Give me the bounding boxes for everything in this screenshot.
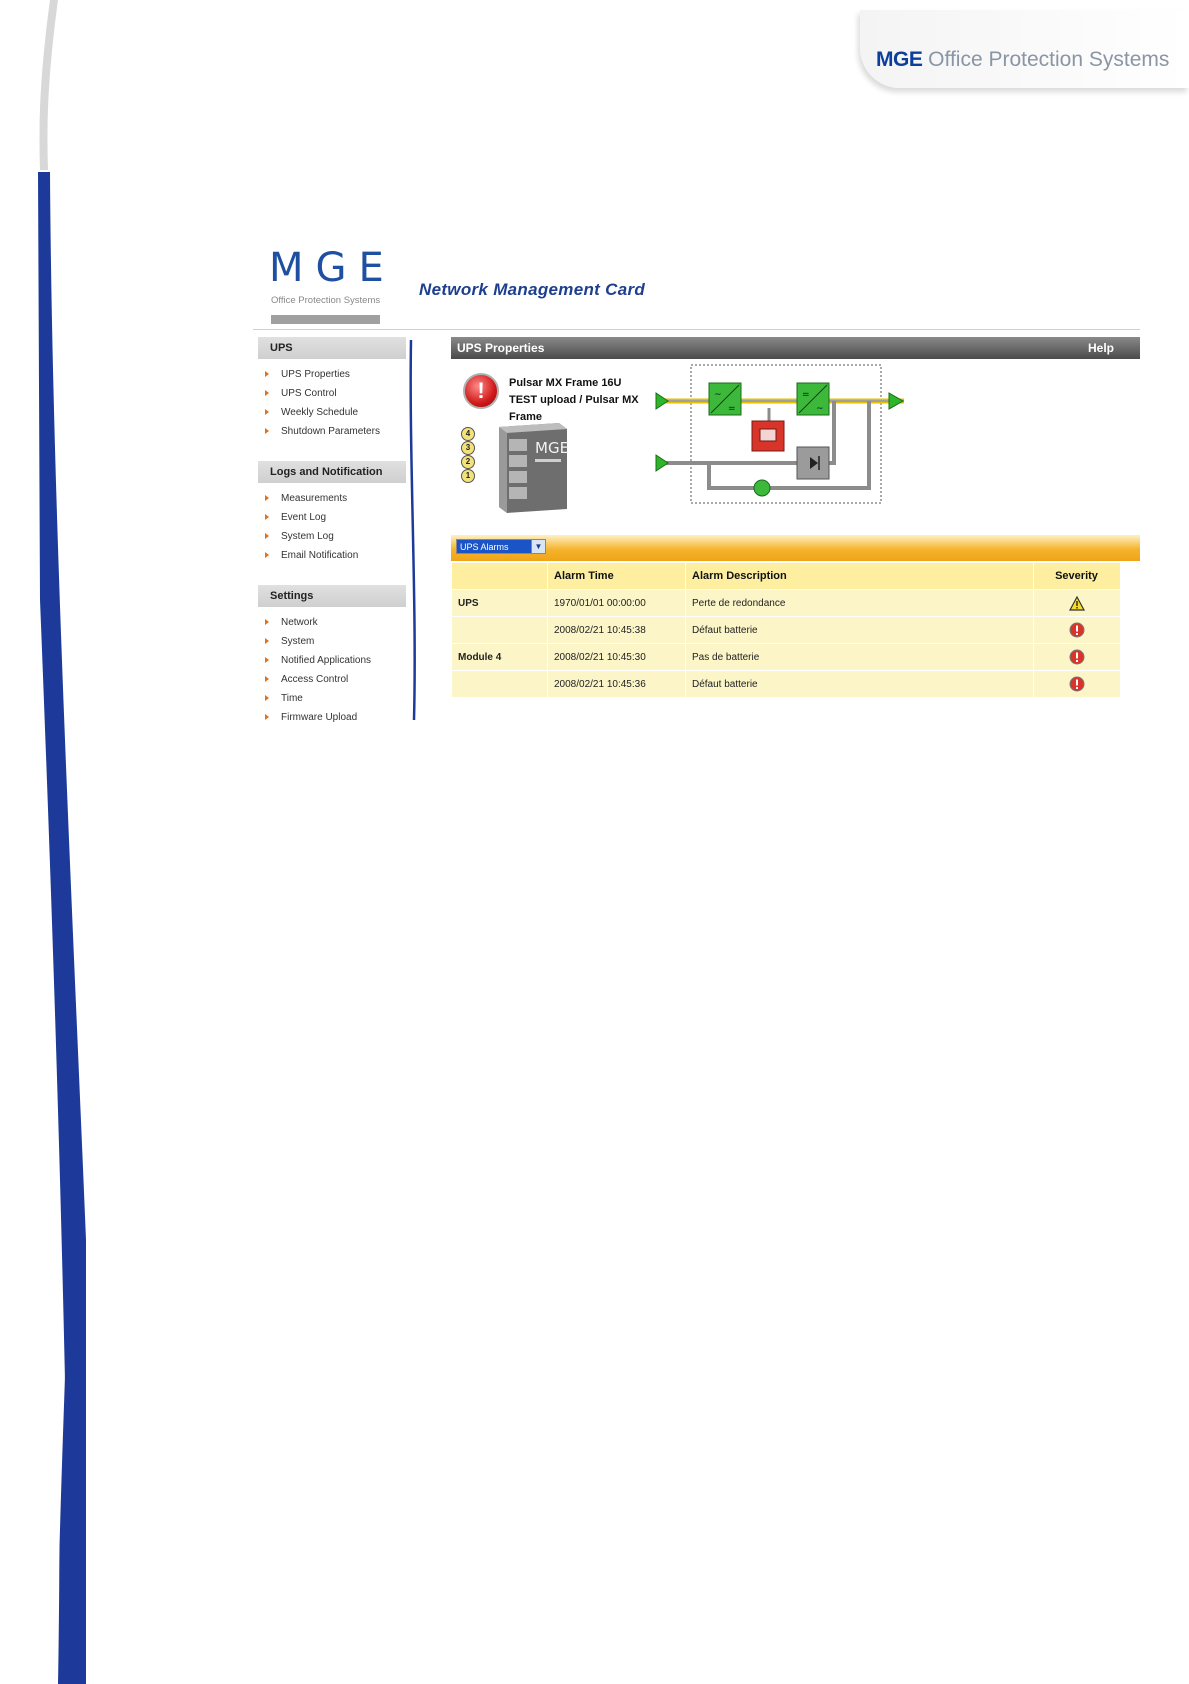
sidebar-item-access-control[interactable] <box>258 670 406 689</box>
sidebar-divider <box>409 340 419 720</box>
corner-brand-rest: Office Protection Systems <box>922 48 1170 71</box>
alarm-type-select[interactable] <box>456 539 546 554</box>
critical-icon <box>1069 676 1085 692</box>
sidebar-item-label: UPS Properties <box>281 369 350 380</box>
sidebar-section-ups <box>258 337 406 441</box>
alarm-source <box>452 671 547 697</box>
alarm-description: Défaut batterie <box>686 617 1033 643</box>
help-link[interactable]: Help <box>1087 341 1114 355</box>
sidebar-item-event-log[interactable] <box>258 508 406 527</box>
warning-icon <box>1069 596 1085 611</box>
ups-model: Pulsar MX Frame 16U <box>509 377 622 389</box>
alarm-source: UPS <box>452 590 547 616</box>
bullet-icon <box>265 533 269 539</box>
corner-brand-strong: MGE <box>876 48 923 71</box>
logo-subtitle: Office Protection Systems <box>271 295 381 306</box>
sidebar-item-measurements[interactable] <box>258 489 406 508</box>
sidebar-item-system-log[interactable] <box>258 527 406 546</box>
bullet-icon <box>265 619 269 625</box>
sidebar-item-weekly-schedule[interactable] <box>258 403 406 422</box>
bypass-input-arrow-icon <box>656 455 668 471</box>
table-header-row <box>452 563 1120 589</box>
ups-cabinet-image[interactable] <box>479 419 569 513</box>
alarm-time: 2008/02/21 10:45:38 <box>548 617 685 643</box>
input-arrow-icon <box>656 393 668 409</box>
alarm-time: 2008/02/21 10:45:36 <box>548 671 685 697</box>
critical-icon <box>1069 622 1085 638</box>
alarm-time: 2008/02/21 10:45:30 <box>548 644 685 670</box>
column-header-severity: Severity <box>1034 563 1120 589</box>
corner-brand-text <box>876 48 1169 72</box>
header-divider <box>253 329 1140 330</box>
panel-title-bar <box>451 337 1140 359</box>
alarm-source: Module 4 <box>452 644 547 670</box>
bullet-icon <box>265 676 269 682</box>
sidebar-item-system[interactable] <box>258 632 406 651</box>
main-panel <box>451 337 1140 698</box>
table-row[interactable] <box>452 617 1120 643</box>
cabinet-logo-text: MGE <box>535 439 569 457</box>
alarm-source <box>452 617 547 643</box>
sidebar-heading: UPS <box>258 337 406 359</box>
sidebar-item-label: Weekly Schedule <box>281 407 359 418</box>
svg-text:=: = <box>728 404 736 414</box>
alarm-severity <box>1034 671 1120 697</box>
sidebar-list <box>258 613 406 727</box>
sidebar-item-shutdown-parameters[interactable] <box>258 422 406 441</box>
sidebar-section-logs <box>258 461 406 565</box>
sidebar-item-label: Access Control <box>281 674 349 685</box>
bullet-icon <box>265 371 269 377</box>
sidebar-item-notified-applications[interactable] <box>258 651 406 670</box>
alarm-select-value: UPS Alarms <box>460 542 509 552</box>
bullet-icon <box>265 552 269 558</box>
alarm-toolbar <box>451 535 1140 561</box>
bullet-icon <box>265 638 269 644</box>
table-row[interactable] <box>452 590 1120 616</box>
sidebar-item-label: UPS Control <box>281 388 337 399</box>
ups-synoptic-diagram <box>654 363 919 513</box>
alarm-time: 1970/01/01 00:00:00 <box>548 590 685 616</box>
ups-overview <box>451 359 1140 529</box>
sidebar-list <box>258 489 406 565</box>
sidebar-item-network[interactable] <box>258 613 406 632</box>
alarm-severity <box>1034 644 1120 670</box>
sidebar-item-label: Network <box>281 617 318 628</box>
sidebar <box>258 337 406 747</box>
sidebar-item-label: Notified Applications <box>281 655 372 666</box>
svg-text:~: ~ <box>714 390 722 400</box>
sidebar-item-ups-control[interactable] <box>258 384 406 403</box>
sidebar-list <box>258 365 406 441</box>
module-indicator[interactable]: 4 <box>461 427 475 441</box>
sidebar-item-firmware-upload[interactable] <box>258 708 406 727</box>
sidebar-item-label: Time <box>281 693 303 704</box>
maintenance-bypass-icon <box>754 480 770 496</box>
alert-icon: ! <box>463 373 499 409</box>
module-indicator[interactable]: 3 <box>461 441 475 455</box>
bullet-icon <box>265 495 269 501</box>
svg-text:~: ~ <box>816 404 824 414</box>
logo-bar <box>271 315 380 324</box>
column-header-alarm-time: Alarm Time <box>548 563 685 589</box>
nmc-web-app <box>253 245 1140 725</box>
sidebar-section-settings <box>258 585 406 727</box>
chevron-down-icon[interactable]: ▼ <box>531 540 545 553</box>
bullet-icon <box>265 657 269 663</box>
alarms-table <box>451 562 1121 698</box>
column-header-alarm-description: Alarm Description <box>686 563 1033 589</box>
bullet-icon <box>265 695 269 701</box>
panel-title: UPS Properties <box>457 341 545 355</box>
sidebar-item-label: Email Notification <box>281 550 359 561</box>
bullet-icon <box>265 428 269 434</box>
table-row[interactable] <box>452 671 1120 697</box>
sidebar-item-email-notification[interactable] <box>258 546 406 565</box>
svg-text:=: = <box>802 390 810 400</box>
alarm-description: Pas de batterie <box>686 644 1033 670</box>
module-indicator[interactable]: 2 <box>461 455 475 469</box>
sidebar-heading: Logs and Notification <box>258 461 406 483</box>
mge-logo <box>253 245 396 325</box>
sidebar-item-label: System <box>281 636 315 647</box>
alarm-description: Défaut batterie <box>686 671 1033 697</box>
sidebar-item-label: Measurements <box>281 493 348 504</box>
sidebar-item-label: System Log <box>281 531 334 542</box>
output-arrow-icon <box>889 393 903 409</box>
sidebar-item-label: Event Log <box>281 512 327 523</box>
sidebar-item-time[interactable] <box>258 689 406 708</box>
bullet-icon <box>265 390 269 396</box>
bullet-icon <box>265 714 269 720</box>
module-indicator[interactable]: 1 <box>461 469 475 483</box>
sidebar-item-label: Firmware Upload <box>281 712 358 723</box>
alarm-severity <box>1034 617 1120 643</box>
sidebar-item-ups-properties[interactable] <box>258 365 406 384</box>
critical-icon <box>1069 649 1085 665</box>
alarm-severity <box>1034 590 1120 616</box>
table-row[interactable] <box>452 644 1120 670</box>
page-title: Network Management Card <box>419 280 646 299</box>
sidebar-item-label: Shutdown Parameters <box>281 426 380 437</box>
sidebar-heading: Settings <box>258 585 406 607</box>
bullet-icon <box>265 514 269 520</box>
column-header-source <box>452 563 547 589</box>
logo-letters: MGE <box>269 245 396 291</box>
ups-description: TEST upload / Pulsar MX Frame <box>509 394 639 423</box>
alarm-description: Perte de redondance <box>686 590 1033 616</box>
bullet-icon <box>265 409 269 415</box>
